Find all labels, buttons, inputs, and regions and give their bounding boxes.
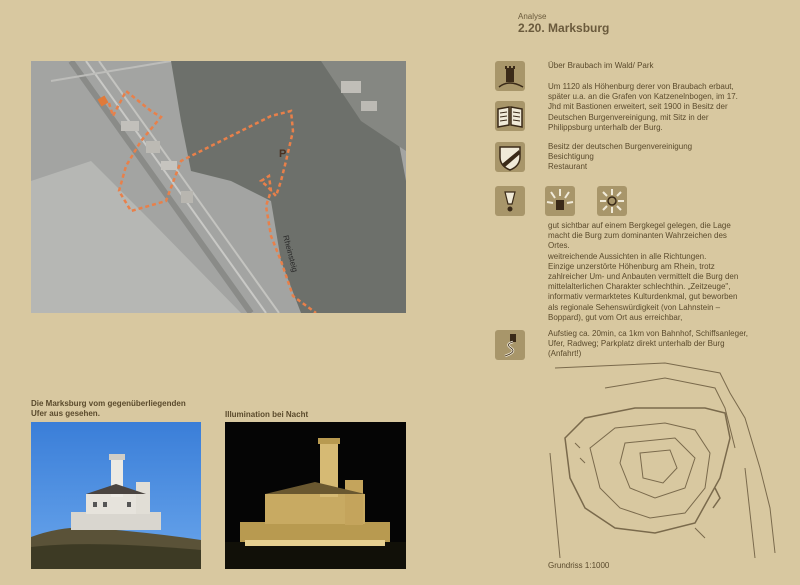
aerial-map-drawing [31, 61, 406, 313]
history-line: Deutschen Burgenvereinigung, mit Sitz in der [548, 112, 709, 122]
book-icon [495, 101, 525, 131]
access-line: (Anfahrt!) [548, 349, 582, 359]
path-icon [495, 330, 525, 360]
usage-text [548, 142, 793, 173]
parking-label: P [279, 148, 287, 160]
assessment-line: mittelalterlichen Charakter schlechthin. „Zeitzeuge", [548, 282, 731, 292]
trail-label: Rheinsteig [281, 234, 300, 274]
view-icon-svg [597, 186, 627, 216]
history-line: später u.a. an die Grafen von Katzenelnbogen, im 17. [548, 92, 738, 102]
path-icon-svg [495, 330, 525, 360]
warning-icon-svg [495, 186, 525, 216]
usage-line: Besitz der deutschen Burgenvereinigung [548, 142, 693, 151]
night-photo-caption: Illumination bei Nacht [225, 410, 309, 419]
assessment-line: als regionale Sehenswürdigkeit (von Lahnstein – [548, 302, 721, 312]
castle-icon [495, 61, 525, 91]
assessment-line: zahlreicher Um- und Anbauten vermittelt die Burg den [548, 272, 739, 282]
illumination-icon [545, 186, 575, 216]
history-line: Um 1120 als Höhenburg derer von Braubach erbaut, [548, 82, 734, 91]
assessment-line: Ortes. [548, 241, 570, 251]
assessment-line: weitreichende Aussichten in alle Richtungen. [548, 251, 707, 261]
page-title: 2.20. Marksburg [518, 21, 610, 35]
location-text: Über Braubach im Wald/ Park [548, 61, 654, 70]
day-photo-drawing [31, 422, 201, 569]
book-icon-svg [495, 101, 525, 131]
night-photo-drawing [225, 422, 406, 569]
access-text [548, 329, 793, 360]
day-caption-line: Ufer aus gesehen. [31, 409, 100, 418]
section-label: Analyse [518, 12, 547, 21]
day-photo-caption [31, 399, 231, 419]
assessment-line: macht die Burg zum dominanten Wahrzeichen des [548, 231, 727, 241]
access-line: Aufstieg ca. 20min, ca 1km von Bahnhof, Schiffsanleger, [548, 329, 748, 338]
history-text [548, 82, 793, 133]
assessment-line: gut sichtbar auf einem Bergkegel gelegen, die Lage [548, 221, 731, 230]
usage-line: Besichtigung [548, 152, 594, 162]
illumination-icon-svg [545, 186, 575, 216]
castle-icon-svg [495, 61, 525, 91]
shield-icon-svg [495, 142, 525, 172]
assessment-text [548, 221, 793, 323]
aerial-map [31, 61, 406, 313]
day-caption-line: Die Marksburg vom gegenüberliegenden [31, 399, 186, 408]
floor-plan-drawing [545, 358, 785, 563]
assessment-line: Boppard), gut vom Ort aus erreichbar, [548, 312, 683, 322]
usage-line: Restaurant [548, 162, 588, 172]
access-line: Ufer, Radweg; Parkplatz direkt unterhalb der Burg [548, 339, 725, 349]
floor-plan [545, 358, 785, 563]
view-icon [597, 186, 627, 216]
night-photo [225, 422, 406, 569]
plan-caption: Grundriss 1:1000 [548, 561, 610, 570]
history-line: Jhd mit Bastionen erweitert, seit 1900 in Besitz der [548, 102, 728, 112]
assessment-line: informativ vermarktetes Kulturdenkmal, gut beworben [548, 292, 738, 302]
warning-icon [495, 186, 525, 216]
history-line: Philippsburg unterhalb der Burg. [548, 122, 663, 132]
assessment-line: Einzige unzerstörte Höhenburg am Rhein, trotz [548, 261, 715, 271]
day-photo [31, 422, 201, 569]
shield-icon [495, 142, 525, 172]
